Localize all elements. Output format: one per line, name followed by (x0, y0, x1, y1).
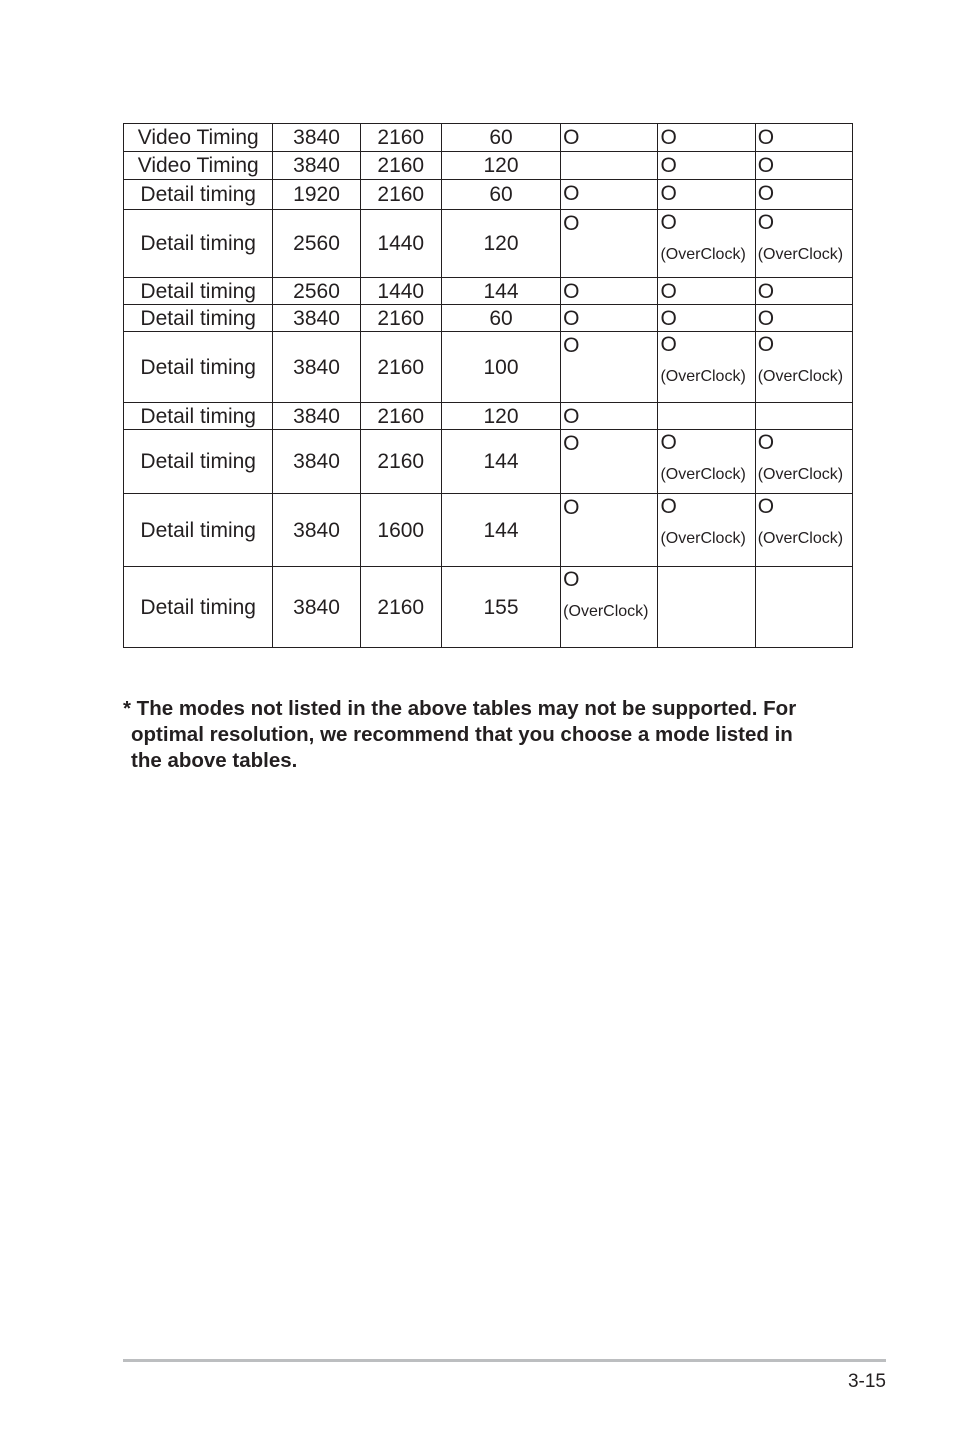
refresh-rate-cell: 120 (441, 210, 560, 278)
refresh-rate-cell: 144 (441, 494, 560, 567)
horizontal-resolution-cell: 3840 (273, 332, 360, 403)
table-row (124, 567, 853, 648)
footnote-line-1: * The modes not listed in the above tables may not be supported. For (123, 697, 797, 720)
support-mark: O (660, 307, 677, 330)
support-mark: O (563, 182, 580, 205)
support-mark: O (757, 333, 775, 356)
support-mark: O (757, 182, 775, 205)
support-mark-cell-3 (755, 305, 852, 332)
support-mark: O (660, 280, 677, 303)
support-mark: O (563, 334, 580, 357)
support-mark: O (757, 431, 775, 454)
support-mark-cell-3 (755, 430, 852, 494)
timing-name-cell: Detail timing (124, 180, 273, 210)
support-mark-cell-1 (561, 278, 658, 305)
horizontal-resolution-cell: 2560 (273, 210, 360, 278)
horizontal-resolution-cell: 2560 (273, 278, 360, 305)
support-mark-cell-2 (658, 430, 755, 494)
timing-name-cell: Video Timing (124, 124, 273, 152)
footer-divider (123, 1359, 886, 1362)
timing-table-body (124, 124, 853, 648)
refresh-rate-cell: 120 (441, 403, 560, 430)
vertical-resolution-cell: 1440 (360, 278, 441, 305)
horizontal-resolution-cell: 3840 (273, 124, 360, 152)
support-mark: O (660, 154, 677, 177)
timing-name-cell: Detail timing (124, 305, 273, 332)
support-mark: O (757, 495, 775, 518)
table-row (124, 180, 853, 210)
support-mark-cell-1 (561, 305, 658, 332)
support-mark: O (563, 496, 580, 519)
table-row (124, 152, 853, 180)
support-mark: O (757, 307, 775, 330)
support-mark: O (563, 568, 580, 591)
horizontal-resolution-cell: 3840 (273, 152, 360, 180)
vertical-resolution-cell: 2160 (360, 430, 441, 494)
timing-table (123, 123, 853, 648)
support-mark: O (660, 431, 677, 454)
support-mark-cell-2 (658, 278, 755, 305)
vertical-resolution-cell: 2160 (360, 124, 441, 152)
support-mark-cell-1 (561, 210, 658, 278)
support-mark-cell-2 (658, 124, 755, 152)
support-mark (658, 567, 754, 570)
table-row (124, 332, 853, 403)
table-row (124, 124, 853, 152)
refresh-rate-cell: 100 (441, 332, 560, 403)
horizontal-resolution-cell: 3840 (273, 430, 360, 494)
support-mark-cell-3 (755, 278, 852, 305)
support-mark-cell-3 (755, 494, 852, 567)
overclock-note: (OverClock) (660, 530, 746, 547)
support-mark: O (660, 211, 677, 234)
refresh-rate-cell: 60 (441, 124, 560, 152)
support-mark-cell-2 (658, 180, 755, 210)
support-mark-cell-2 (658, 494, 755, 567)
vertical-resolution-cell: 2160 (360, 305, 441, 332)
support-mark: O (757, 154, 775, 177)
footnote (123, 696, 863, 774)
overclock-note: (OverClock) (757, 246, 844, 263)
table-row (124, 305, 853, 332)
overclock-note: (OverClock) (660, 246, 746, 263)
support-mark-cell-2 (658, 567, 755, 648)
support-mark-cell-3 (755, 403, 852, 430)
vertical-resolution-cell: 1440 (360, 210, 441, 278)
refresh-rate-cell: 60 (441, 305, 560, 332)
horizontal-resolution-cell: 3840 (273, 567, 360, 648)
support-mark (756, 567, 852, 570)
timing-name-cell: Detail timing (124, 494, 273, 567)
timing-name-cell: Detail timing (124, 567, 273, 648)
support-mark-cell-1 (561, 152, 658, 180)
horizontal-resolution-cell: 3840 (273, 494, 360, 567)
refresh-rate-cell: 144 (441, 278, 560, 305)
table-row (124, 494, 853, 567)
support-mark-cell-1 (561, 567, 658, 648)
timing-name-cell: Detail timing (124, 210, 273, 278)
refresh-rate-cell: 120 (441, 152, 560, 180)
support-mark: O (660, 495, 677, 518)
table-row (124, 430, 853, 494)
support-mark-cell-2 (658, 210, 755, 278)
horizontal-resolution-cell: 1920 (273, 180, 360, 210)
support-mark (756, 403, 852, 406)
timing-name-cell: Detail timing (124, 430, 273, 494)
support-mark-cell-1 (561, 180, 658, 210)
overclock-note: (OverClock) (660, 368, 746, 385)
overclock-note: (OverClock) (563, 603, 649, 620)
support-mark: O (563, 280, 580, 303)
refresh-rate-cell: 155 (441, 567, 560, 648)
vertical-resolution-cell: 2160 (360, 152, 441, 180)
refresh-rate-cell: 60 (441, 180, 560, 210)
support-mark-cell-3 (755, 567, 852, 648)
timing-name-cell: Detail timing (124, 278, 273, 305)
support-mark: O (757, 280, 775, 303)
overclock-note: (OverClock) (757, 466, 844, 483)
support-mark-cell-1 (561, 124, 658, 152)
support-mark-cell-2 (658, 152, 755, 180)
support-mark (658, 403, 754, 406)
vertical-resolution-cell: 2160 (360, 403, 441, 430)
footnote-line-2: optimal resolution, we recommend that you choose a mode listed in (131, 723, 793, 746)
support-mark: O (563, 212, 580, 235)
support-mark: O (660, 333, 677, 356)
vertical-resolution-cell: 2160 (360, 567, 441, 648)
support-mark: O (563, 432, 580, 455)
support-mark: O (660, 182, 677, 205)
support-mark (561, 152, 657, 155)
support-mark-cell-1 (561, 494, 658, 567)
overclock-note: (OverClock) (757, 368, 844, 385)
support-mark-cell-1 (561, 430, 658, 494)
overclock-note: (OverClock) (660, 466, 746, 483)
support-mark-cell-3 (755, 124, 852, 152)
vertical-resolution-cell: 2160 (360, 332, 441, 403)
support-mark: O (757, 211, 775, 234)
support-mark: O (563, 126, 580, 149)
support-mark-cell-3 (755, 152, 852, 180)
footnote-line-3: the above tables. (131, 749, 298, 772)
horizontal-resolution-cell: 3840 (273, 403, 360, 430)
overclock-note: (OverClock) (757, 530, 844, 547)
table-row (124, 403, 853, 430)
horizontal-resolution-cell: 3840 (273, 305, 360, 332)
support-mark-cell-3 (755, 180, 852, 210)
support-mark: O (563, 307, 580, 330)
support-mark-cell-2 (658, 403, 755, 430)
support-mark: O (563, 405, 580, 428)
support-mark-cell-3 (755, 210, 852, 278)
support-mark: O (757, 126, 775, 149)
support-mark-cell-2 (658, 305, 755, 332)
support-mark-cell-1 (561, 403, 658, 430)
vertical-resolution-cell: 1600 (360, 494, 441, 567)
page-number: 3-15 (847, 1371, 886, 1392)
support-mark: O (660, 126, 677, 149)
timing-name-cell: Video Timing (124, 152, 273, 180)
vertical-resolution-cell: 2160 (360, 180, 441, 210)
support-mark-cell-2 (658, 332, 755, 403)
table-row (124, 210, 853, 278)
refresh-rate-cell: 144 (441, 430, 560, 494)
table-row (124, 278, 853, 305)
support-mark-cell-3 (755, 332, 852, 403)
timing-name-cell: Detail timing (124, 403, 273, 430)
support-mark-cell-1 (561, 332, 658, 403)
timing-name-cell: Detail timing (124, 332, 273, 403)
